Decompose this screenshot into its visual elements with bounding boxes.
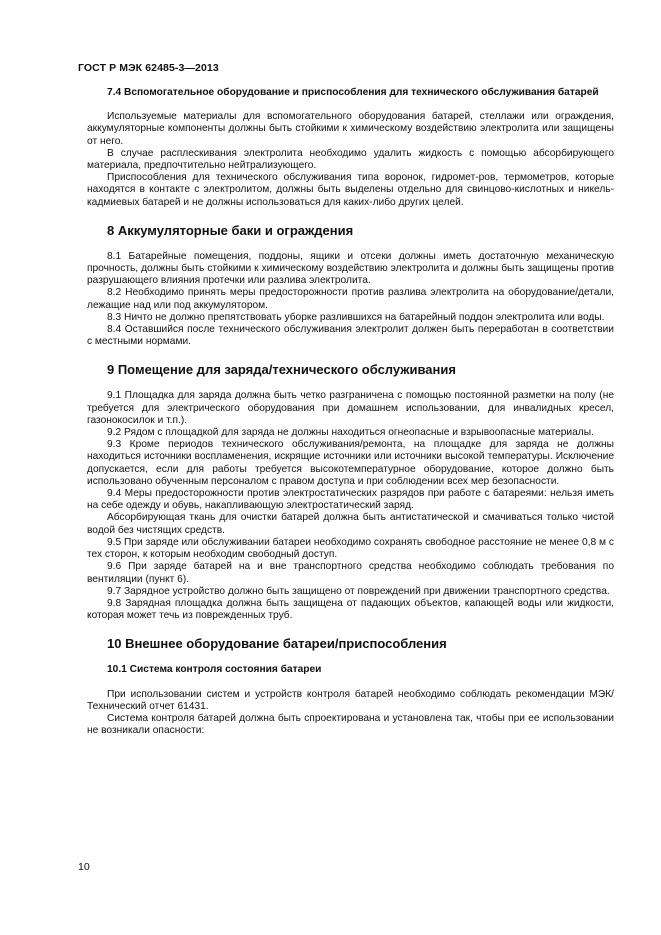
page-number: 10 [78, 861, 90, 873]
paragraph: Используемые материалы для вспомогательного оборудования батарей, стеллажи или ограждения, аккумуляторные компоненты должны быть стойкими к химическому воздействию электролита или защищены от него. [87, 111, 614, 147]
paragraph: 9.8 Зарядная площадка должна быть защищена от падающих объектов, капающей воды или жидкости, которая может течь из поврежденных труб. [87, 597, 614, 622]
paragraph: 9.7 Зарядное устройство должно быть защищено от повреждений при движении транспортного средства. [107, 585, 610, 597]
paragraph: Абсорбирующая ткань для очистки батарей должна быть антистатической и смачиваться только чистой водой без чистящих средств. [87, 512, 614, 536]
paragraph: 9.2 Рядом с площадкой для заряда не должны находиться огнеопасные и взрывоопасные материалы. [107, 427, 594, 439]
paragraph: 9.4 Меры предосторожности против электростатических разрядов при работе с батареями: нельзя иметь на себе одежду и обувь, накапливающую электростатический заряд. [87, 488, 614, 512]
paragraph: 9.1 Площадка для заряда должна быть четко разграничена с помощью постоянной разметки на полу (не требуется для электрического оборудования при домашнем использовании, для инвалидных кресел, газонокосилок и т.п.). [87, 390, 614, 426]
subsection-7-4-title: 7.4 Вспомогательное оборудование и приспособления для технического обслуживания батарей [107, 87, 599, 98]
section-10-title: 10 Внешнее оборудование батареи/приспособления [107, 636, 447, 652]
paragraph: При использовании систем и устройств контроля батарей необходимо соблюдать рекомендации МЭК/Технический отчет 61431. [87, 688, 614, 712]
paragraph: 8.2 Необходимо принять меры предосторожности против разлива электролита на оборудование/детали, лежащие над или под аккумулятором. [87, 287, 614, 311]
paragraph: 8.1 Батарейные помещения, поддоны, ящики и отсеки должны иметь достаточную механическую прочность, должны быть стойкими к химическому воздействию электролита и должны быть защищены против разрушающего влияния протечки или разлива электролита. [87, 250, 614, 287]
paragraph: 8.4 Оставшийся после технического обслуживания электролит должен быть переработан в соответствии с местными нормами. [87, 324, 614, 348]
paragraph: 8.3 Ничто не должно препятствовать уборке разлившихся на батарейный поддон электролита или воды. [107, 311, 605, 323]
document-header: ГОСТ Р МЭК 62485-3—2013 [78, 62, 219, 74]
paragraph: Приспособления для технического обслуживания типа воронок, гидромет-ров, термометров, которые находятся в контакте с электролитом, должны быть выделены отдельно для свинцово-кислотных и никель-кадмиевых батарей и не должны использоваться для каких-либо других целей. [87, 172, 614, 208]
paragraph: В случае расплескивания электролита необходимо удалить жидкость с помощью абсорбирующего материала, предпочтительно нейтрализующего. [87, 147, 614, 172]
paragraph: 9.3 Кроме периодов технического обслуживания/ремонта, на площадке для заряда не должны находиться источники воспламенения, искрящие источники или источники высокой температуры. Исключение допускается, если для работы требуется высокотемпературное оборудование, которое должно быть использовано обученным персоналом с правом доступа и при соблюдении всех мер безопасности. [87, 439, 614, 487]
paragraph: Система контроля батарей должна быть спроектирована и установлена так, чтобы при ее использовании не возникали опасности: [87, 712, 614, 737]
paragraph: 9.5 При заряде или обслуживании батареи необходимо сохранять свободное расстояние не менее 0,8 м с тех сторон, к которым необходим свободный доступ. [87, 536, 614, 561]
subsection-10-1-title: 10.1 Система контроля состояния батареи [107, 664, 322, 676]
section-8-title: 8 Аккумуляторные баки и ограждения [107, 222, 354, 238]
section-9-title: 9 Помещение для заряда/технического обслуживания [107, 362, 456, 378]
document-body [87, 87, 614, 737]
paragraph: 9.6 При заряде батарей на и вне транспортного средства необходимо соблюдать требования по вентиляции (пункт 6). [87, 561, 614, 585]
